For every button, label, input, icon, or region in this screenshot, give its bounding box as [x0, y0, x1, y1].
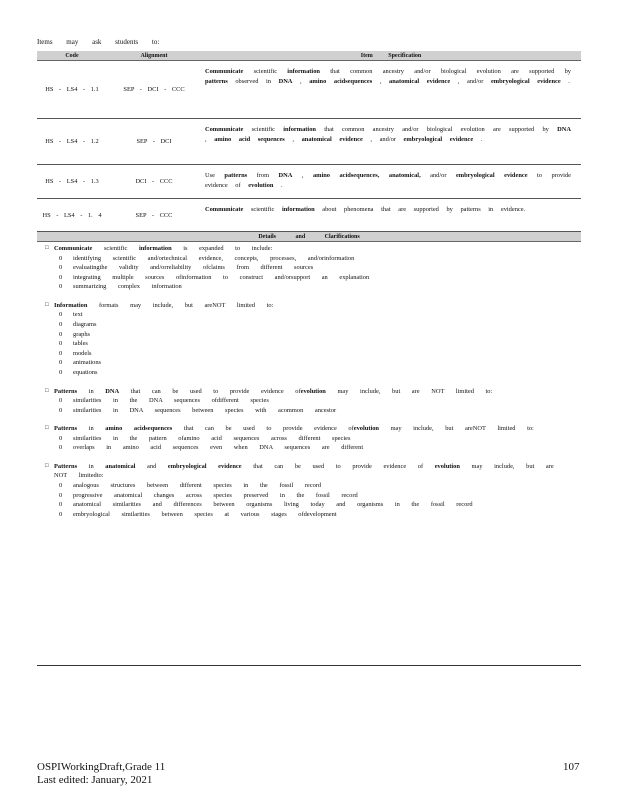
- details-block: [45, 387, 581, 416]
- checkbox-icon: □: [45, 425, 49, 432]
- bullet-icon: 0: [59, 434, 63, 442]
- header-item-specification: Item Specification: [360, 52, 422, 59]
- bullet-icon: 0: [59, 481, 63, 489]
- footer-title: OSPIWorkingDraft,Grade 11: [37, 761, 166, 773]
- bullet-icon: 0: [59, 349, 63, 357]
- bullet-icon: 0: [59, 273, 63, 281]
- bullet-icon: 0: [59, 320, 63, 328]
- intro-text: Items may ask students to:: [37, 38, 160, 46]
- bullet-icon: 0: [59, 311, 63, 319]
- bullet-icon: 0: [59, 340, 63, 348]
- bullet-icon: 0: [59, 406, 63, 414]
- row-code: HS - LS4 - 1.3: [45, 178, 99, 185]
- list-item: 0 graphs: [59, 330, 91, 338]
- details-section: [37, 242, 581, 519]
- bottom-rule: [37, 665, 581, 666]
- block-heading: Communicate scientific information is expanded to include:: [54, 245, 273, 252]
- table-row: [37, 165, 581, 199]
- row-spec: Use patterns from DNA , amino acidsequences, anatomical, and/or embryological evidence to provide evidence of evolution .: [205, 172, 571, 189]
- page-number: 107: [563, 761, 580, 773]
- list-item: 0 text: [59, 311, 83, 319]
- bullet-icon: 0: [59, 283, 63, 291]
- checkbox-icon: □: [45, 301, 49, 308]
- list-item: 0 analogous structures between different species in the fossil record: [59, 481, 322, 489]
- footer-last-edited: Last edited: January, 2021: [37, 774, 153, 786]
- list-item: 0 evaluatingthe validity and/orreliability ofclaims from different sources: [59, 264, 314, 272]
- row-spec: Communicate scientific information that common ancestry and/or biological evolution are supported by patterns observed in DNA , amino acidsequences , anatomical evidence , and/or embryological evidence .: [205, 68, 571, 85]
- footer: [37, 761, 165, 787]
- row-spec: Communicate scientific information about phenomena that are supported by patterns in evidence.: [205, 206, 526, 213]
- row-alignment: DCI - CCC: [135, 178, 173, 185]
- header-alignment: Alignment: [140, 52, 168, 59]
- bullet-icon: 0: [59, 501, 63, 509]
- bullet-icon: 0: [59, 254, 63, 262]
- details-block: [45, 244, 581, 292]
- checkbox-icon: □: [45, 245, 49, 251]
- bullet-icon: 0: [59, 368, 63, 376]
- list-item: 0 progressive anatomical changes across species preserved in the fossil record: [59, 491, 358, 499]
- list-item: 0 similarities in DNA sequences between species with acommon ancestor: [59, 406, 337, 414]
- list-item: 0 tables: [59, 340, 88, 348]
- row-code: HS - LS4 - 1. 4: [42, 211, 102, 219]
- bullet-icon: 0: [59, 330, 63, 338]
- details-block: [45, 424, 581, 453]
- block-heading: Patterns in DNA that can be used to provide evidence ofevolution may include, but are NOT limited to:: [54, 387, 493, 395]
- table-row: [37, 199, 581, 232]
- list-item: 0 similarities in the pattern ofamino acid sequences across different species: [59, 434, 351, 442]
- header-code: Code: [65, 52, 79, 59]
- list-item: 0 anatomical similarities and differences between organisms living today and organisms in the fossil record: [59, 501, 473, 509]
- bullet-icon: 0: [59, 444, 63, 452]
- row-alignment: SEP - DCI - CCC: [123, 86, 185, 93]
- block-heading: Information formats may include, but areNOT limited to:: [54, 301, 274, 309]
- row-code: HS - LS4 - 1.2: [45, 138, 99, 145]
- bullet-icon: 0: [59, 510, 63, 518]
- list-item: 0 models: [59, 349, 92, 357]
- list-item: 0 equations: [59, 368, 98, 376]
- row-alignment: SEP - DCI: [136, 138, 172, 145]
- item-spec-table: [37, 51, 581, 528]
- bullet-icon: 0: [59, 397, 63, 405]
- table-row: [37, 119, 581, 165]
- list-item: 0 embryological similarities between species at various stages ofdevelopment: [59, 510, 337, 518]
- list-item: 0 animations: [59, 359, 102, 367]
- list-item: 0 diagrams: [59, 320, 97, 328]
- list-item: 0 integrating multiple sources ofinformation to construct and/orsupport an explanation: [59, 273, 370, 281]
- row-spec: Communicate scientific information that common ancestry and/or biological evolution are supported by DNA , amino acid sequences , anatomical evidence , and/or embryological evidence .: [205, 126, 571, 143]
- details-block: [45, 462, 581, 519]
- details-block: [45, 301, 581, 378]
- list-item: 0 identifying scientific and/ortechnical evidence, concepts, processes, and/orinformation: [59, 254, 355, 262]
- block-heading: Patterns in amino acidsequences that can be used to provide evidence ofevolution may include, but areNOT limited to:: [54, 425, 534, 433]
- bullet-icon: 0: [59, 359, 63, 367]
- list-item: 0 overlaps in amino acid sequences even when DNA sequences are different: [59, 444, 364, 452]
- checkbox-icon: □: [45, 387, 49, 394]
- table-header-row: [37, 51, 581, 61]
- checkbox-icon: □: [45, 462, 49, 469]
- details-header: Details and Clarifications: [37, 232, 581, 242]
- bullet-icon: 0: [59, 491, 63, 499]
- row-code: HS - LS4 - 1.1: [45, 86, 99, 93]
- list-item: 0 similarities in the DNA sequences ofdifferent species: [59, 397, 269, 405]
- block-heading: Patterns in anatomical and embryological evidence that can be used to provide evidence of evolution may include, but are NOT limitedto:: [54, 462, 554, 480]
- table-row: [37, 61, 581, 119]
- list-item: 0 summarizing complex information: [59, 283, 182, 291]
- row-alignment: SEP - CCC: [135, 211, 173, 219]
- bullet-icon: 0: [59, 264, 63, 272]
